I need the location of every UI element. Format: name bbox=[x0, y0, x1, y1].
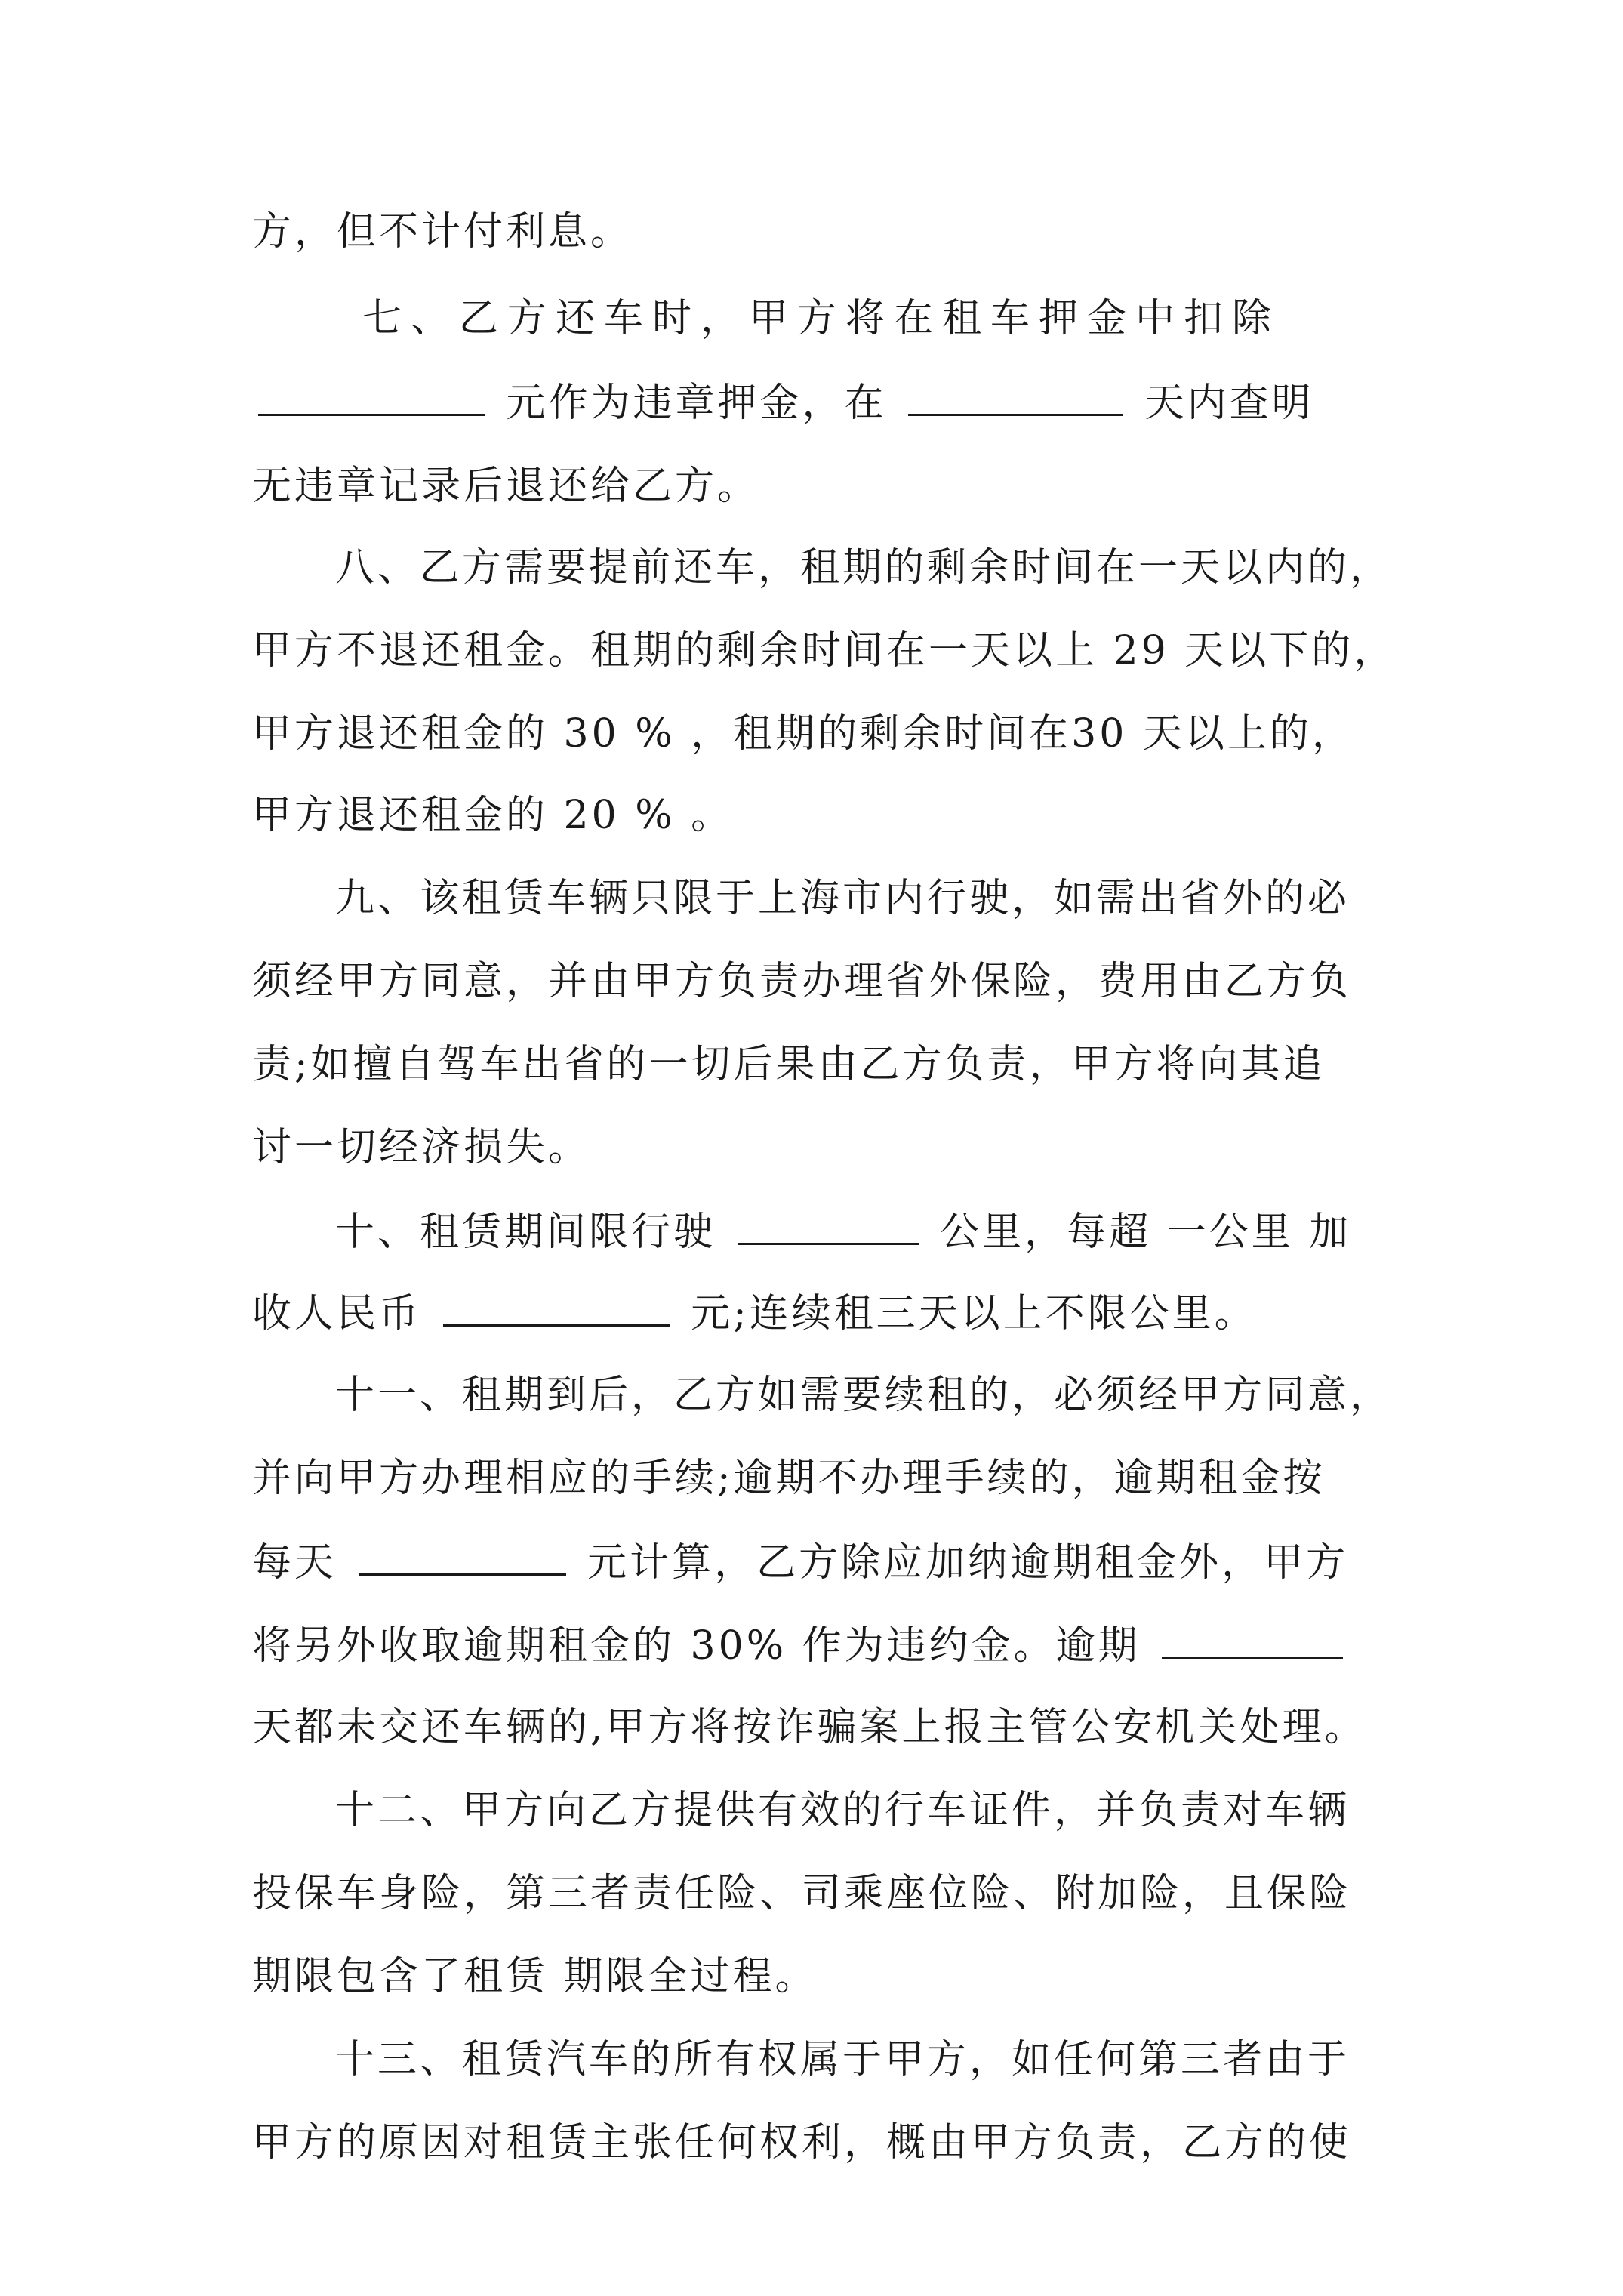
clause-12-line-2 bbox=[252, 1869, 1384, 1918]
line-text: 八、乙方需要提前还车，租期的剩余时间在一天以内的， bbox=[335, 545, 1393, 590]
line-text: 甲方退还租金的 20 % 。 bbox=[252, 793, 734, 838]
clause-8-line-2 bbox=[252, 627, 1397, 675]
clause-9-line-1 bbox=[335, 874, 1467, 923]
line-text: 无违章记录后退还给乙方。 bbox=[252, 464, 760, 509]
line-text: 十一、租期到后，乙方如需要续租的，必须经甲方同意， bbox=[335, 1373, 1393, 1418]
clause-13-line-2 bbox=[252, 2119, 1384, 2167]
line-text: 收人民币 bbox=[252, 1291, 422, 1336]
line-text: 并向甲方办理相应的手续;逾期不办理手续的，逾期租金按 bbox=[252, 1456, 1326, 1501]
clause-7-line-1 bbox=[362, 294, 1495, 343]
clause-11-line-3 bbox=[252, 1537, 1384, 1586]
line-text: 须经甲方同意，并由甲方负责办理省外保险，费用由乙方负 bbox=[252, 959, 1352, 1004]
mileage-limit-blank[interactable] bbox=[738, 1207, 919, 1245]
clause-8-line-1 bbox=[335, 544, 1467, 592]
clause-11-line-5 bbox=[252, 1703, 1384, 1752]
clause-7-line-3 bbox=[252, 462, 1384, 510]
clause-9-line-4 bbox=[252, 1123, 1384, 1172]
line-text: 十、租赁期间限行驶 bbox=[335, 1210, 716, 1255]
overdue-days-blank[interactable] bbox=[1162, 1620, 1343, 1659]
line-text: 投保车身险，第三者责任险、司乘座位险、附加险，且保险 bbox=[252, 1871, 1352, 1916]
line-text: 期限包含了租赁 期限全过程。 bbox=[252, 1954, 818, 1999]
line-text: 元作为违章押金，在 bbox=[506, 381, 887, 426]
clause-11-line-1 bbox=[335, 1371, 1467, 1419]
days-blank[interactable] bbox=[908, 378, 1123, 416]
clause-10-line-2 bbox=[252, 1288, 1384, 1336]
line-text: 天都未交还车辆的,甲方将按诈骗案上报主管公安机关处理。 bbox=[252, 1705, 1367, 1750]
deposit-amount-blank[interactable] bbox=[258, 378, 485, 416]
clause-11-line-2 bbox=[252, 1454, 1384, 1502]
line-text: 元计算，乙方除应加纳逾期租金外，甲方 bbox=[587, 1540, 1349, 1586]
daily-rate-blank[interactable] bbox=[359, 1537, 566, 1576]
clause-10-line-1 bbox=[335, 1207, 1467, 1255]
line-text: 方，但不计付利息。 bbox=[252, 209, 633, 254]
extra-fee-blank[interactable] bbox=[443, 1288, 670, 1327]
clause-8-line-3 bbox=[252, 710, 1384, 758]
line-text: 天内查明 bbox=[1144, 381, 1314, 426]
clause-13-line-1 bbox=[335, 2036, 1467, 2084]
clause-9-line-3 bbox=[252, 1040, 1384, 1089]
line-text: 责;如擅自驾车出省的一切后果由乙方负责，甲方将向其追 bbox=[252, 1042, 1326, 1087]
line-text: 将另外收取逾期租金的 30% 作为违约金。逾期 bbox=[252, 1623, 1141, 1669]
line-text: 七、乙方还车时，甲方将在租车押金中扣除 bbox=[362, 296, 1281, 341]
clause-8-line-4 bbox=[252, 791, 1384, 840]
line-text: 元;连续租三天以上不限公里。 bbox=[691, 1291, 1257, 1336]
line-text: 每天 bbox=[252, 1540, 337, 1586]
line-text: 甲方不退还租金。租期的剩余时间在一天以上 29 天以下的， bbox=[252, 628, 1397, 673]
line-text: 甲方退还租金的 30 % ，租期的剩余时间在30 天以上的， bbox=[252, 711, 1354, 757]
clause-12-line-3 bbox=[252, 1952, 1384, 2001]
clause-7-line-2 bbox=[252, 378, 1384, 426]
line-text: 十二、甲方向乙方提供有效的行车证件，并负责对车辆 bbox=[335, 1788, 1350, 1833]
line-text: 公里，每超 一公里 加 bbox=[940, 1210, 1352, 1255]
clause-12-line-1 bbox=[335, 1786, 1467, 1835]
line-text: 十三、租赁汽车的所有权属于甲方，如任何第三者由于 bbox=[335, 2037, 1350, 2082]
line-text: 九、该租赁车辆只限于上海市内行驶，如需出省外的必 bbox=[335, 876, 1350, 921]
clause-9-line-2 bbox=[252, 957, 1384, 1006]
line-text: 讨一切经济损失。 bbox=[252, 1125, 591, 1170]
clause-11-line-4 bbox=[252, 1620, 1384, 1669]
line-text: 甲方的原因对租赁主张任何权利，概由甲方负责，乙方的使 bbox=[252, 2120, 1352, 2165]
text-line bbox=[252, 208, 1384, 256]
